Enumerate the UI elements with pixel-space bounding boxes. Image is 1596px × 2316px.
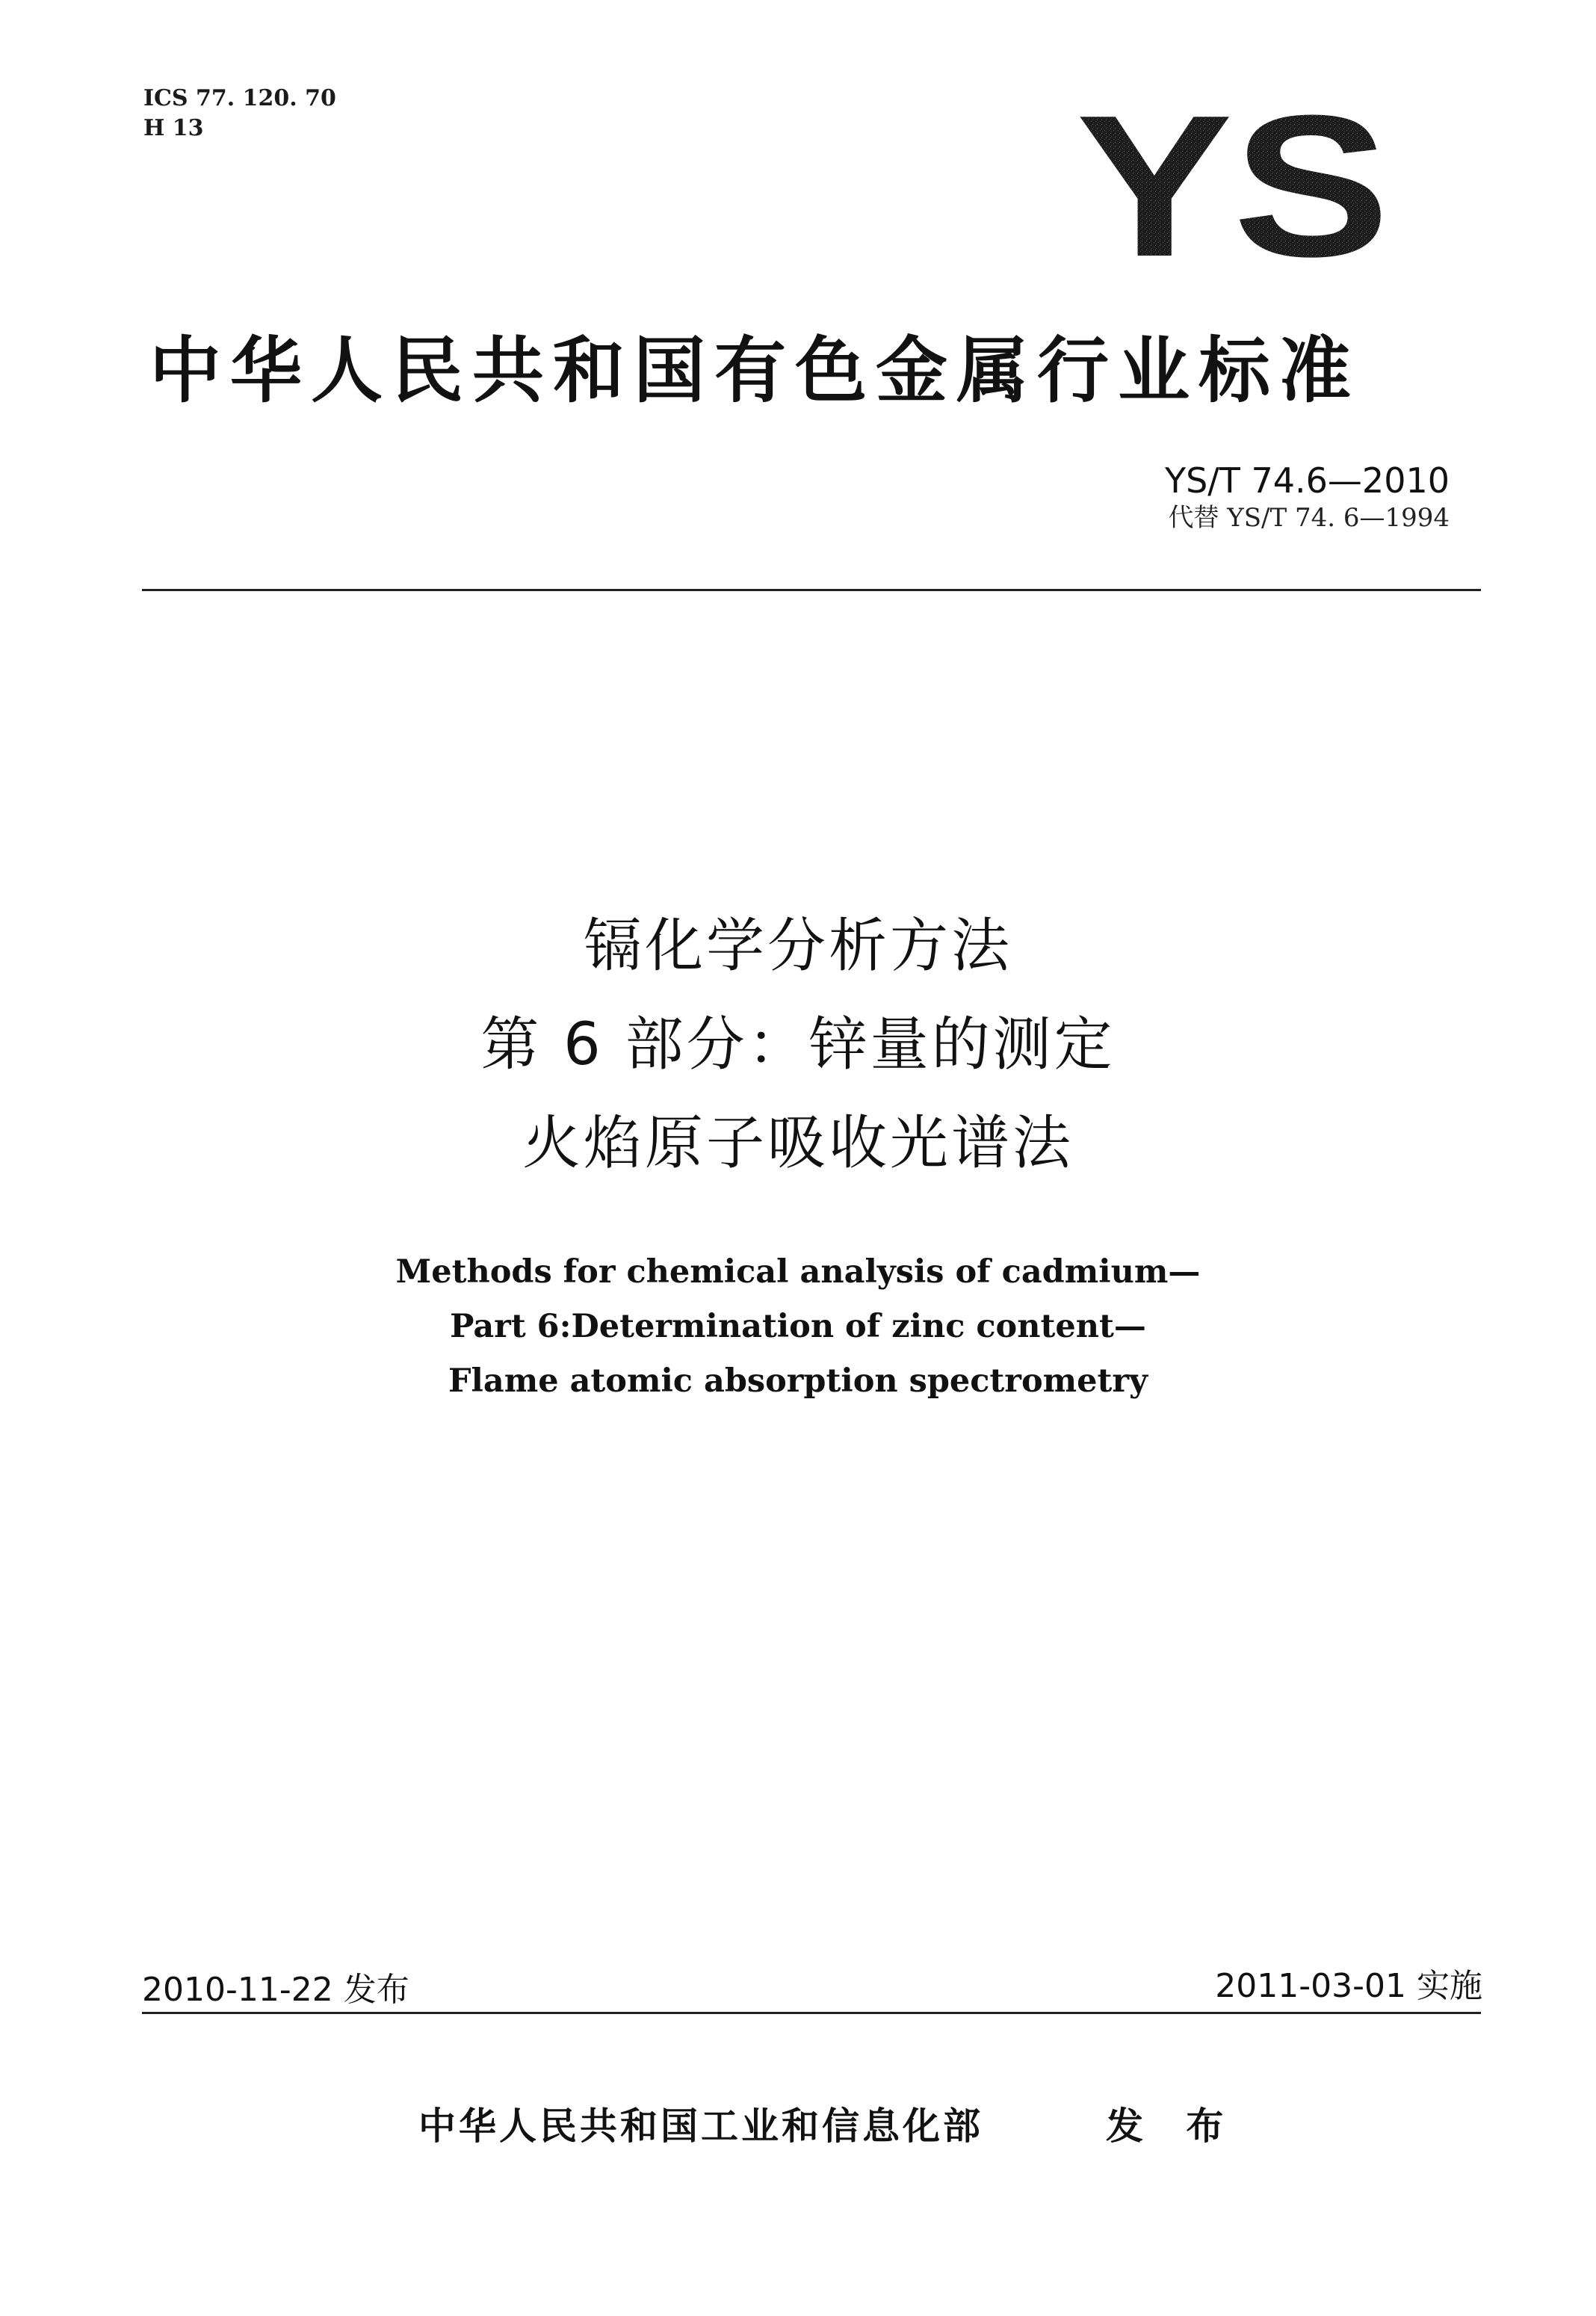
chinese-title-line-3: 火焰原子吸收光谱法 (522, 1110, 1074, 1177)
ics-code: ICS 77. 120. 70 (143, 85, 336, 111)
replaced-standard: 代替 YS/T 74. 6—1994 (1168, 503, 1450, 533)
english-title-line-3: Flame atomic absorption spectrometry (448, 1362, 1148, 1400)
classification-codes (143, 84, 336, 143)
english-title (0, 1245, 1596, 1409)
english-title-line-1: Methods for chemical analysis of cadmium— (395, 1253, 1201, 1291)
ys-logo (1072, 97, 1394, 265)
ys-logo-text: YS (1076, 97, 1390, 265)
issue-date: 2010-11-22 发布 (142, 1971, 409, 2009)
chinese-title-line-2: 第 6 部分：锌量的测定 (480, 1011, 1116, 1078)
standard-number: YS/T 74.6—2010 (1164, 460, 1450, 501)
publish-label: 发 布 (1106, 2105, 1239, 2148)
top-divider (142, 589, 1481, 591)
implementation-date: 2011-03-01 实施 (1215, 1967, 1482, 2005)
standard-number-block (1165, 460, 1450, 534)
publisher-name: 中华人民共和国工业和信息化部 (418, 2105, 983, 2148)
chinese-title (0, 897, 1596, 1193)
bottom-divider (142, 2012, 1481, 2014)
chinese-title-line-1: 镉化学分析方法 (583, 912, 1012, 980)
ccs-code: H 13 (143, 115, 204, 141)
english-title-line-2: Part 6:Determination of zinc content— (450, 1308, 1146, 1345)
org-title: 中华人民共和国有色金属行业标准 (149, 329, 1360, 413)
